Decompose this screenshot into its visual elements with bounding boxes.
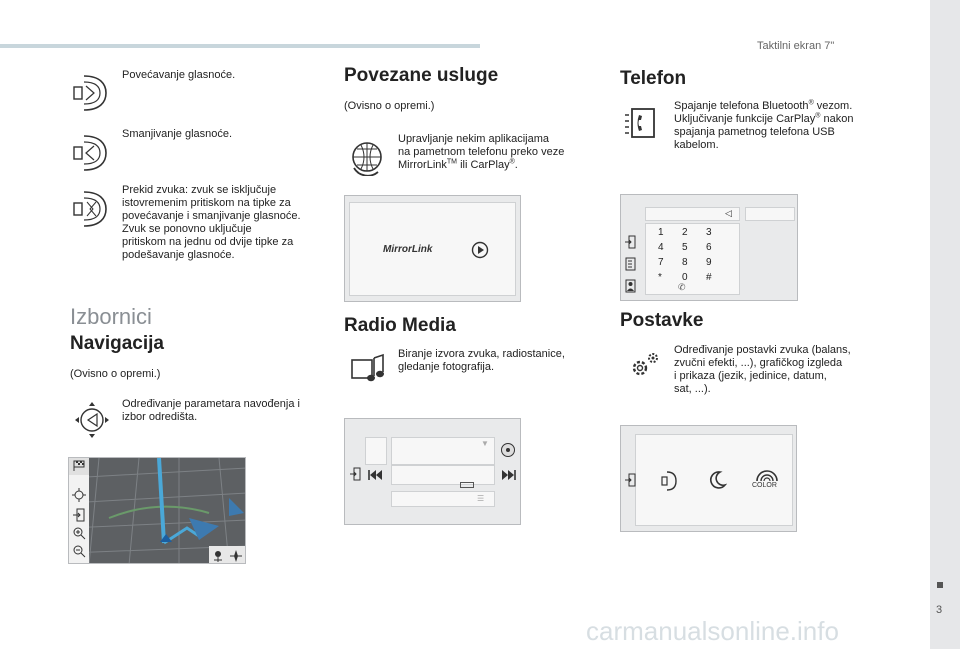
volume-down-text: Smanjivanje glasnoće. [122,128,233,140]
settings-line: Određivanje postavki zvuka (balans, [674,344,851,356]
carplay-text: ili CarPlay [457,159,510,171]
sentence-end: . [514,159,518,171]
mute-knob-icon [70,186,110,232]
key-8[interactable]: 8 [682,257,688,268]
navigation-screen-preview [68,457,246,564]
contact-field[interactable] [745,207,795,221]
phone-line-2 [674,113,853,126]
page-number: 3 [936,604,943,616]
menus-heading: Izbornici [70,304,152,329]
locate-icon[interactable] [211,549,225,563]
top-accent-bar [0,44,480,48]
key-1[interactable]: 1 [658,227,664,238]
volume-up-knob-icon [70,70,110,116]
backspace-icon[interactable]: ◁ [725,208,732,218]
key-hash[interactable]: # [706,272,712,283]
phone-text: Spajanje telefona Bluetooth [674,100,809,112]
volume-up-text: Povećavanje glasnoće. [122,69,236,81]
key-3[interactable]: 3 [706,227,712,238]
radio-media-heading: Radio Media [344,315,456,336]
phone-line-3: spajanja pametnog telefona USB [674,126,835,138]
phone-text: vezom. [813,100,853,112]
registered-mark: ® [815,112,821,120]
audio-settings-icon[interactable] [661,470,677,492]
settings-heading: Postavke [620,310,704,331]
exit-icon[interactable] [349,467,361,481]
mute-line: Zvuk se ponovno uključuje [122,223,252,235]
night-mode-moon-icon[interactable] [707,470,727,490]
radio-line: gledanje fotografija. [398,361,495,373]
phone-text: nakon [820,113,854,125]
phone-heading: Telefon [620,68,687,89]
volume-down-knob-icon [70,130,110,176]
mute-line: istovremenim pritiskom na tipke za [122,197,291,209]
radio-media-description [398,348,565,374]
station-list-field[interactable] [391,437,495,465]
settings-line: sat, ...). [674,383,711,395]
radio-line: Biranje izvora zvuka, radiostanice, [398,348,565,360]
dropdown-chevron-icon: ▼ [481,439,489,448]
page-header-title: Taktilni ekran 7" [757,40,835,52]
settings-line: zvučni efekti, ...), grafičkog izgleda [674,357,843,369]
next-track-icon[interactable] [501,469,517,481]
key-7[interactable]: 7 [658,257,664,268]
watermark: carmanualsonline.info [586,616,839,646]
navigation-note: (Ovisno o opremi.) [70,368,161,380]
exit-icon[interactable] [624,473,636,487]
connected-services-icon [348,138,386,176]
radio-media-icon [350,352,388,386]
key-2[interactable]: 2 [682,227,688,238]
mute-description [122,184,301,262]
zoom-out-icon[interactable] [72,544,86,558]
connected-services-note: (Ovisno o opremi.) [344,100,435,112]
contacts-icon[interactable] [624,257,636,271]
connected-line: Upravljanje nekim aplikacijama [398,133,550,145]
phone-screen-preview [620,194,798,301]
key-0[interactable]: 0 [682,272,688,283]
connected-services-heading: Povezane usluge [344,65,499,86]
settings-gears-icon [627,350,661,380]
source-button[interactable] [365,437,387,465]
mirrorlink-text: MirrorLink [398,159,447,171]
mute-line: povećavanje i smanjivanje glasnoće. [122,210,301,222]
mute-line: podešavanje glasnoće. [122,249,235,261]
mute-line: pritiskom na jednu od dvije tipke za [122,236,294,248]
mute-line: Prekid zvuka: zvuk se isključuje [122,184,277,196]
page-side-band [930,0,960,649]
key-4[interactable]: 4 [658,242,664,253]
phone-description [674,100,853,152]
phone-icon [623,105,657,141]
navigation-heading: Navigacija [70,333,164,354]
radio-dial-icon[interactable] [500,442,516,458]
radio-media-screen-preview [344,418,521,525]
page-marker [937,582,943,588]
previous-track-icon[interactable] [367,469,383,481]
color-label[interactable]: COLOR [752,482,777,489]
phone-text: Uključivanje funkcije CarPlay [674,113,816,125]
progress-marker [460,482,474,488]
navigation-line: Određivanje parametara navođenja i [122,398,300,410]
keypad [645,223,740,295]
color-theme-icon[interactable] [753,468,781,482]
crosshair-icon[interactable] [72,488,86,502]
phone-line-1 [674,100,853,113]
connected-services-description [398,133,564,172]
key-9[interactable]: 9 [706,257,712,268]
exit-icon[interactable] [624,235,636,249]
now-playing-field [391,465,495,485]
key-6[interactable]: 6 [706,242,712,253]
connected-services-screen-preview [344,195,521,302]
connected-line-3 [398,159,564,172]
registered-mark: ® [808,99,814,107]
call-handset-icon[interactable]: ✆ [678,282,686,292]
connected-line: na pametnom telefonu preko veze [398,146,565,158]
settings-line: i prikaza (jezik, jedinice, datum, [674,370,827,382]
settings-description [674,344,851,396]
zoom-in-icon[interactable] [72,526,86,540]
phone-line-4: kabelom. [674,139,719,151]
call-log-icon[interactable] [624,279,636,293]
checkered-flag-icon [72,460,86,472]
navigation-description [122,398,300,424]
key-5[interactable]: 5 [682,242,688,253]
connected-services-panel [349,202,516,296]
settings-screen-preview [620,425,797,532]
list-icon: ☰ [477,494,485,503]
mirrorlink-logo[interactable]: MirrorLink [383,244,433,255]
registered-mark: ® [509,158,515,166]
carplay-play-icon[interactable] [471,241,489,259]
trademark-mark: TM [446,158,458,166]
navigation-icon [73,400,111,440]
navigation-line: izbor odredišta. [122,411,198,423]
key-star[interactable]: * [658,272,662,283]
exit-icon[interactable] [72,508,86,522]
compass-icon[interactable] [229,549,243,563]
